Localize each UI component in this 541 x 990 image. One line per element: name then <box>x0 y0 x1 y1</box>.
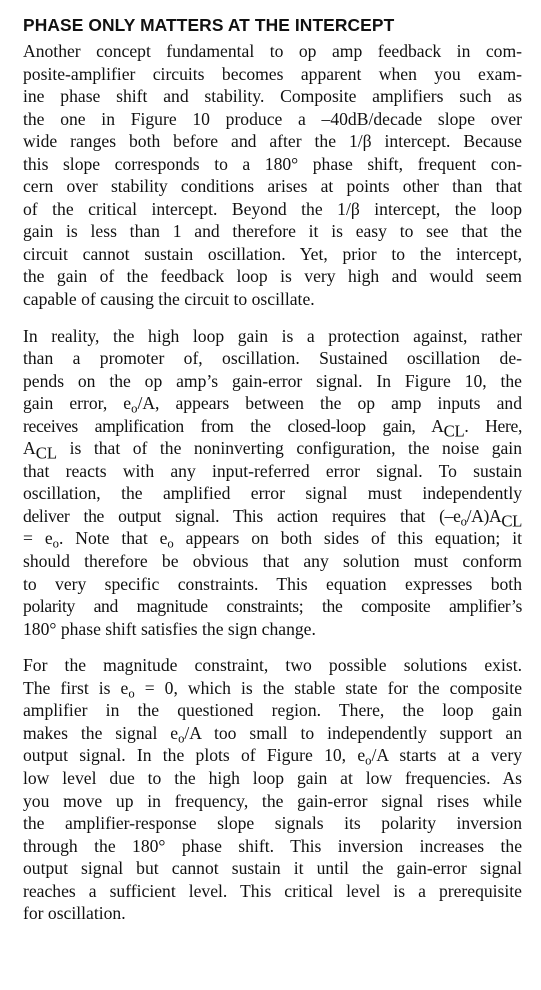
text-run: deliver the output signal. This action requires that (–e <box>23 505 461 526</box>
text-line: low level due to the high loop gain at low frequencies. As <box>23 767 522 788</box>
text-line <box>23 744 522 767</box>
text-line: Another concept fundamental to op amp feedback in com- <box>23 41 522 61</box>
text-line: reaches a sufficient level. This critical level is a prerequisite <box>23 880 522 901</box>
text-line: the amplifier-response slope signals its polarity inversion <box>23 813 522 834</box>
text-line <box>23 415 523 441</box>
text-line: of the critical intercept. Beyond the 1/β intercept, the loop <box>23 198 522 219</box>
text-run: receives amplification from the closed-loop gain, A <box>23 415 444 436</box>
text-run: . Here, <box>464 415 523 436</box>
subscript: o <box>178 731 185 746</box>
paragraph-3 <box>23 654 522 925</box>
text-line: that reacts with any input-referred error signal. To sustain <box>23 460 522 481</box>
article-page <box>23 0 522 925</box>
subscript: CL <box>443 421 465 441</box>
text-line <box>23 505 522 531</box>
text-line: the one in Figure 10 produce a –40dB/decade slope over <box>23 108 522 129</box>
text-line: the gain of the feedback loop is very high and would seem <box>23 266 522 287</box>
subscript: CL <box>35 443 58 463</box>
text-line: cern over stability conditions arises at points other than that <box>23 176 522 197</box>
text-line <box>23 527 522 550</box>
text-run: /A)A <box>466 505 502 526</box>
text-line: this slope corresponds to a 180° phase shift, frequent con- <box>23 153 522 174</box>
text-line: gain is less than 1 and therefore it is easy to see that the <box>23 221 522 242</box>
text-line: output signal but cannot sustain it until the gain-error signal <box>23 858 522 879</box>
text-run: A <box>23 438 36 459</box>
text-line: For the magnitude constraint, two possible solutions exist. <box>23 655 522 676</box>
text-line: 180° phase shift satisfies the sign change. <box>23 618 316 639</box>
text-line: circuit cannot sustain oscillation. Yet, prior to the intercept, <box>23 243 522 264</box>
text-line: wide ranges both before and after the 1/β intercept. Because <box>23 131 522 152</box>
text-line: for oscillation. <box>23 903 126 924</box>
subscript: o <box>128 686 135 701</box>
text-line: ine phase shift and stability. Composite amplifiers such as <box>23 86 522 107</box>
subscript: o <box>131 401 138 416</box>
text-line: posite-amplifier circuits becomes apparent when you exam- <box>23 63 522 84</box>
text-run: . Note that e <box>58 528 168 549</box>
text-run: gain error, e <box>23 393 132 414</box>
text-run: output signal. In the plots of Figure 10, e <box>23 745 366 766</box>
paragraph-2 <box>23 325 522 641</box>
subscript: CL <box>501 511 522 531</box>
text-line: than a promoter of, oscillation. Sustained oscillation de- <box>23 348 522 369</box>
text-run: /A, appears between the op amp inputs and <box>137 393 522 414</box>
paragraph-1 <box>23 40 522 311</box>
text-line: pends on the op amp’s gain-error signal. In Figure 10, the <box>23 370 522 391</box>
subscript: o <box>365 753 372 768</box>
text-line: capable of causing the circuit to oscillate. <box>23 289 315 310</box>
text-run: = e <box>23 528 53 549</box>
text-line: polarity and magnitude constraints; the composite amplifier’s <box>23 596 522 617</box>
text-run: /A too small to independently support an <box>184 722 522 743</box>
text-line: amplifier in the questioned region. There, the loop gain <box>23 700 522 721</box>
text-line <box>23 722 522 745</box>
subscript: o <box>167 537 174 552</box>
subscript: o <box>460 514 467 529</box>
text-line: should therefore be obvious that any solution must conform <box>23 551 522 572</box>
text-line: through the 180° phase shift. This inversion increases the <box>23 835 522 856</box>
text-run: makes the signal e <box>23 722 179 743</box>
text-run: = 0, which is the stable state for the composite <box>134 677 523 698</box>
text-run: appears on both sides of this equation; it <box>173 528 522 549</box>
text-line: oscillation, the amplified error signal must independently <box>23 483 522 504</box>
text-line: In reality, the high loop gain is a protection against, rather <box>23 325 522 346</box>
text-run: The first is e <box>23 677 129 698</box>
text-line: you move up in frequency, the gain-error signal rises while <box>23 790 522 811</box>
text-run: /A starts at a very <box>371 745 522 766</box>
text-line: to very specific constraints. This equation expresses both <box>23 573 522 594</box>
text-line <box>23 437 522 463</box>
section-heading: PHASE ONLY MATTERS AT THE INTERCEPT <box>23 15 395 35</box>
subscript: o <box>52 537 59 552</box>
text-line <box>23 677 522 700</box>
text-run: is that of the noninverting configuration, the noise gain <box>57 438 522 459</box>
text-line <box>23 392 522 415</box>
